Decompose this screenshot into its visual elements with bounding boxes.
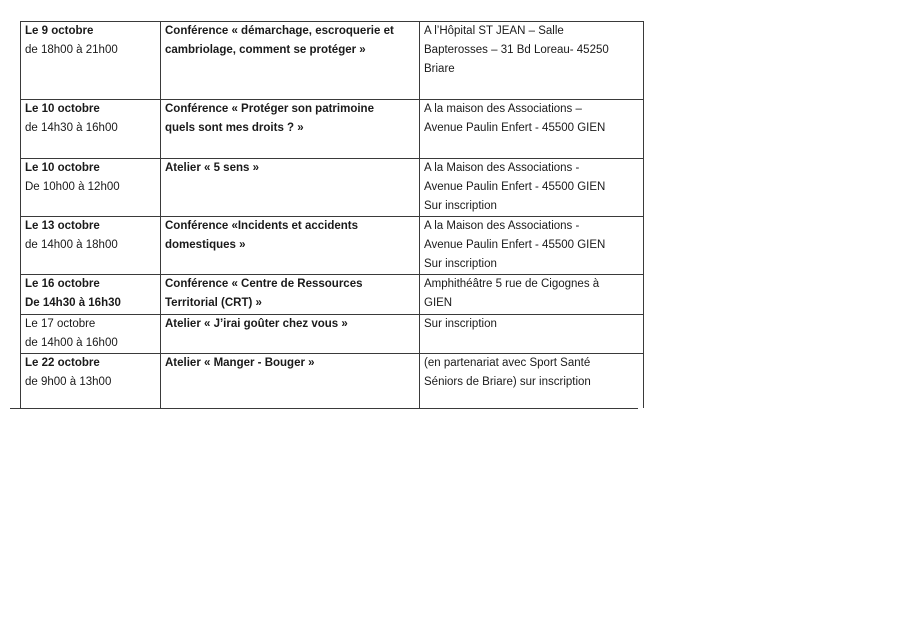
table-row xyxy=(21,275,644,315)
place-line: Avenue Paulin Enfert - 45500 GIEN xyxy=(424,122,606,134)
place-line: A la Maison des Associations - xyxy=(424,220,580,232)
place-line: Sur inscription xyxy=(424,318,497,330)
place-line: Avenue Paulin Enfert - 45500 GIEN xyxy=(424,181,606,193)
table-bottom-rule xyxy=(10,408,638,409)
schedule-table xyxy=(20,21,644,408)
place-line: A la maison des Associations – xyxy=(424,103,582,115)
event-cell xyxy=(161,217,420,275)
place-line: Avenue Paulin Enfert - 45500 GIEN xyxy=(424,239,606,251)
table-row xyxy=(21,217,644,275)
place-cell xyxy=(420,354,644,408)
event-time: de 9h00 à 13h00 xyxy=(25,376,112,388)
place-cell xyxy=(420,22,644,100)
place-line: Amphithéâtre 5 rue de Cigognes à xyxy=(424,278,600,290)
place-line: Sur inscription xyxy=(424,258,497,270)
event-cell xyxy=(161,315,420,354)
event-title-line: Conférence «Incidents et accidents xyxy=(165,220,359,232)
event-date: Le 17 octobre xyxy=(25,318,96,330)
event-cell xyxy=(161,22,420,100)
event-time: de 14h30 à 16h00 xyxy=(25,122,118,134)
event-title-line: quels sont mes droits ? » xyxy=(165,122,304,134)
schedule-body xyxy=(21,22,644,408)
event-date: Le 9 octobre xyxy=(25,25,94,37)
table-row xyxy=(21,100,644,159)
event-time: de 18h00 à 21h00 xyxy=(25,44,118,56)
date-cell xyxy=(21,217,161,275)
event-title-line: domestiques » xyxy=(165,239,246,251)
event-time: de 14h00 à 16h00 xyxy=(25,337,118,349)
event-title-line: Conférence « Centre de Ressources xyxy=(165,278,363,290)
place-line: A l’Hôpital ST JEAN – Salle xyxy=(424,25,564,37)
event-cell xyxy=(161,354,420,408)
event-date: Le 16 octobre xyxy=(25,278,100,290)
table-row xyxy=(21,22,644,100)
date-cell xyxy=(21,22,161,100)
event-time: de 14h00 à 18h00 xyxy=(25,239,118,251)
place-cell xyxy=(420,159,644,217)
event-date: Le 22 octobre xyxy=(25,357,100,369)
event-cell xyxy=(161,159,420,217)
table-row xyxy=(21,159,644,217)
place-line: A la Maison des Associations - xyxy=(424,162,580,174)
place-line: Bapterosses – 31 Bd Loreau- 45250 xyxy=(424,44,609,56)
event-title-line: Atelier « J’irai goûter chez vous » xyxy=(165,318,348,330)
event-date: Le 13 octobre xyxy=(25,220,100,232)
place-cell xyxy=(420,315,644,354)
place-line: Sur inscription xyxy=(424,200,497,212)
table-row xyxy=(21,315,644,354)
table-row xyxy=(21,354,644,408)
event-time: De 10h00 à 12h00 xyxy=(25,181,120,193)
event-title-line: Conférence « démarchage, escroquerie et xyxy=(165,25,394,37)
event-title-line: Atelier « 5 sens » xyxy=(165,162,259,174)
place-line: (en partenariat avec Sport Santé xyxy=(424,357,591,369)
place-line: Séniors de Briare) sur inscription xyxy=(424,376,591,388)
event-cell xyxy=(161,275,420,315)
date-cell xyxy=(21,315,161,354)
event-date: Le 10 octobre xyxy=(25,103,100,115)
date-cell xyxy=(21,275,161,315)
event-time: De 14h30 à 16h30 xyxy=(25,297,121,309)
place-cell xyxy=(420,275,644,315)
date-cell xyxy=(21,100,161,159)
event-title-line: Territorial (CRT) » xyxy=(165,297,262,309)
place-cell xyxy=(420,100,644,159)
event-title-line: cambriolage, comment se protéger » xyxy=(165,44,366,56)
event-date: Le 10 octobre xyxy=(25,162,100,174)
event-title-line: Atelier « Manger - Bouger » xyxy=(165,357,315,369)
event-cell xyxy=(161,100,420,159)
place-cell xyxy=(420,217,644,275)
event-title-line: Conférence « Protéger son patrimoine xyxy=(165,103,374,115)
place-line: Briare xyxy=(424,63,455,75)
place-line: GIEN xyxy=(424,297,453,309)
date-cell xyxy=(21,354,161,408)
date-cell xyxy=(21,159,161,217)
